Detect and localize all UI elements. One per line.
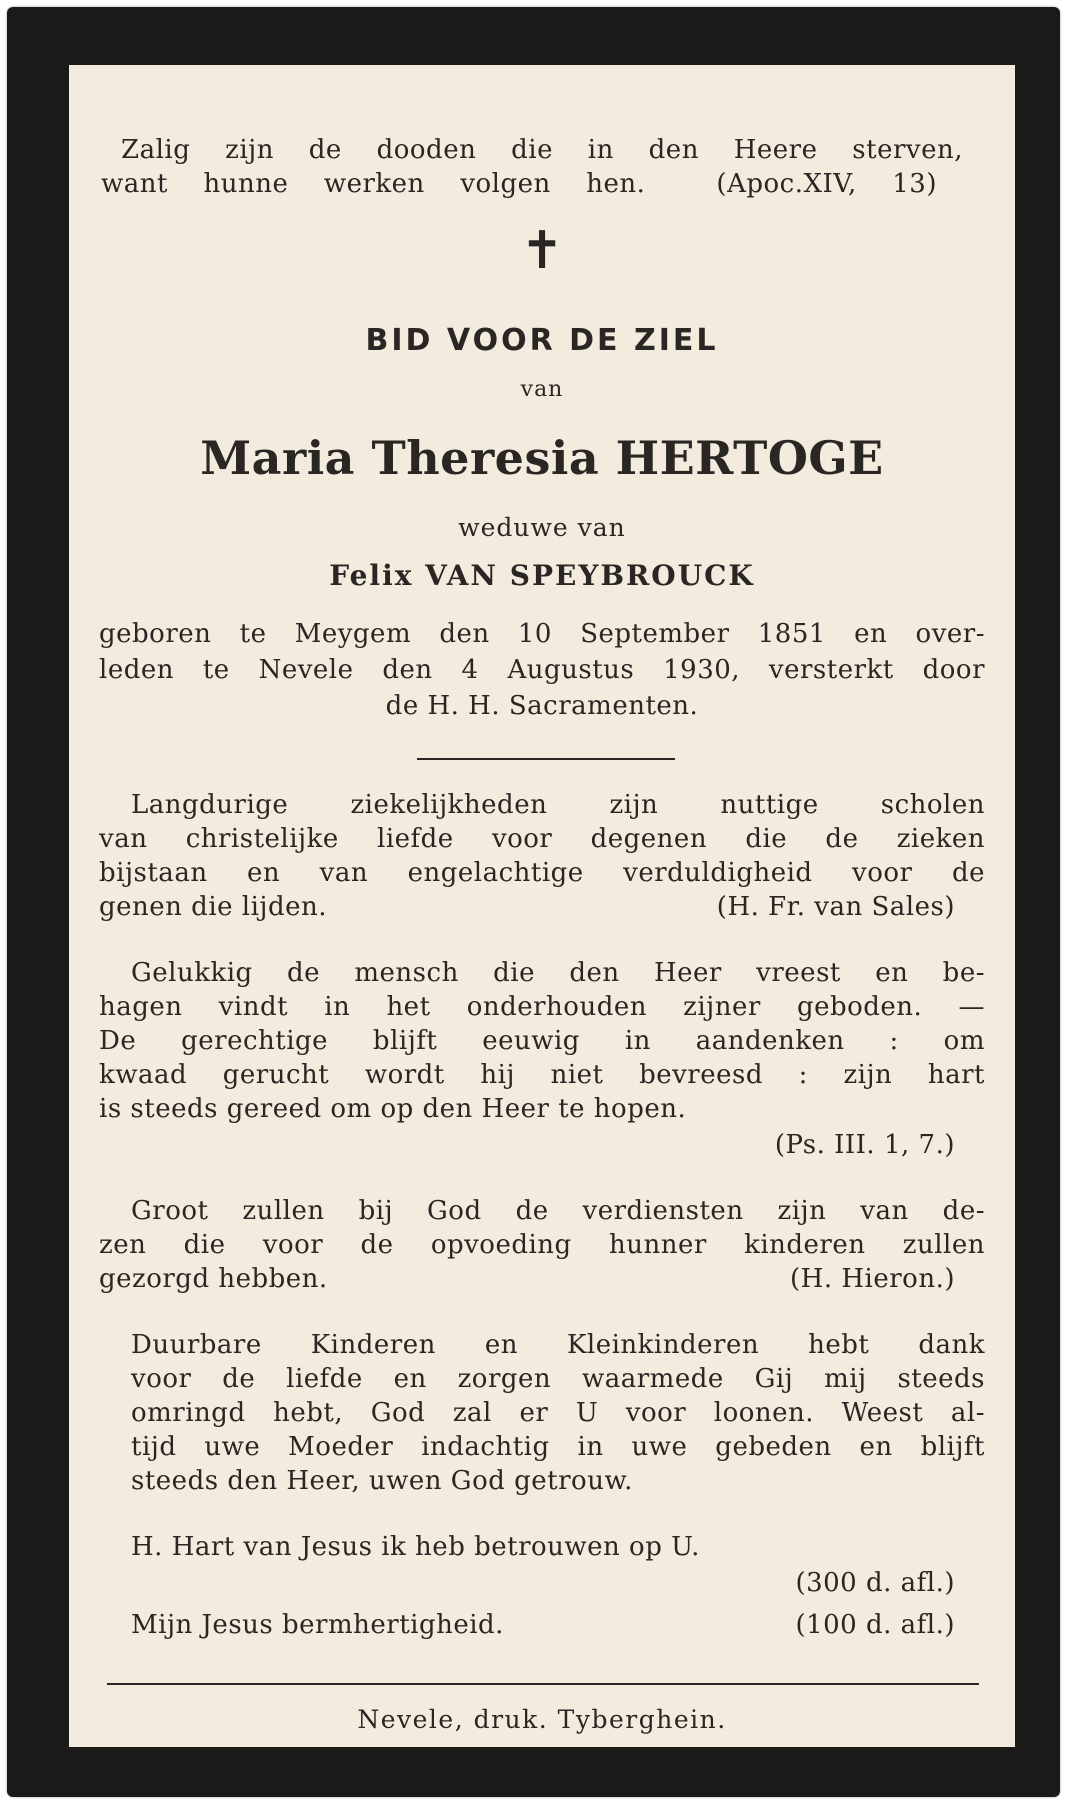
paragraph-3-line-2: zen die voor de opvoeding hunner kinderen zullen [99, 1230, 985, 1260]
paragraph-4-line-4: tijd uwe Moeder indachtig in uwe gebeden en blijft [131, 1432, 985, 1462]
paragraph-3-line-3: gezorgd hebben. [99, 1264, 328, 1294]
cross-icon: ✝ [520, 221, 564, 281]
prayer-2: Mijn Jesus bermhertigheid. [131, 1610, 504, 1640]
prayer-2-indulgence: (100 d. afl.) [795, 1610, 955, 1640]
paragraph-4-line-5: steeds den Heer, uwen God getrouw. [131, 1466, 633, 1496]
paragraph-2-line-3: De gerechtige blijft eeuwig in aandenken : om [99, 1026, 985, 1056]
deceased-name: Maria Theresia HERTOGE [200, 431, 884, 485]
biography-line-1: geboren te Meygem den 10 September 1851 en over- [99, 619, 985, 649]
printer-credit: Nevele, druk. Tyberghein. [357, 1705, 727, 1734]
paragraph-2-line-5: is steeds gereed om op den Heer te hopen. [99, 1094, 687, 1124]
paragraph-4-line-3: omringd hebt, God zal er U voor loonen. Weest al- [131, 1398, 985, 1428]
van-label: van [520, 377, 564, 402]
paragraph-3-source: (H. Hieron.) [790, 1264, 955, 1294]
paragraph-2-line-2: hagen vindt in het onderhouden zijner geboden. — [99, 992, 985, 1022]
prayer-1-indulgence: (300 d. afl.) [795, 1568, 955, 1598]
paragraph-1-source: (H. Fr. van Sales) [716, 892, 955, 922]
card-paper [69, 65, 1015, 1747]
divider-long [107, 1683, 979, 1685]
widow-label: weduwe van [458, 513, 626, 542]
heading: BID VOOR DE ZIEL [365, 323, 719, 358]
epigraph-line-1: Zalig zijn de dooden die in den Heere sterven, [121, 135, 963, 165]
paragraph-1-line-4: genen die lijden. [99, 892, 328, 922]
biography-line-2: leden te Nevele den 4 Augustus 1930, versterkt door [99, 655, 985, 685]
paragraph-1-line-3: bijstaan en van engelachtige verduldigheid voor de [99, 858, 985, 888]
paragraph-2-source: (Ps. III. 1, 7.) [774, 1130, 955, 1160]
paragraph-3-line-1: Groot zullen bij God de verdiensten zijn van de- [131, 1196, 985, 1226]
paragraph-2-line-4: kwaad gerucht wordt hij niet bevreesd : zijn hart [99, 1060, 985, 1090]
prayer-1: H. Hart van Jesus ik heb betrouwen op U. [131, 1532, 700, 1562]
paragraph-1-line-2: van christelijke liefde voor degenen die de zieken [99, 824, 985, 854]
epigraph-line-2: want hunne werken volgen hen. (Apoc.XIV, 13) [101, 169, 937, 199]
memorial-card [7, 7, 1060, 1797]
paragraph-4-line-2: voor de liefde en zorgen waarmede Gij mij steeds [131, 1364, 985, 1394]
divider-short [417, 758, 675, 760]
biography-line-3: de H. H. Sacramenten. [385, 691, 699, 721]
paragraph-2-line-1: Gelukkig de mensch die den Heer vreest en be- [131, 958, 985, 988]
spouse-name: Felix VAN SPEYBROUCK [329, 559, 755, 592]
paragraph-1-line-1: Langdurige ziekelijkheden zijn nuttige scholen [131, 790, 985, 820]
paragraph-4-line-1: Duurbare Kinderen en Kleinkinderen hebt dank [131, 1330, 985, 1360]
